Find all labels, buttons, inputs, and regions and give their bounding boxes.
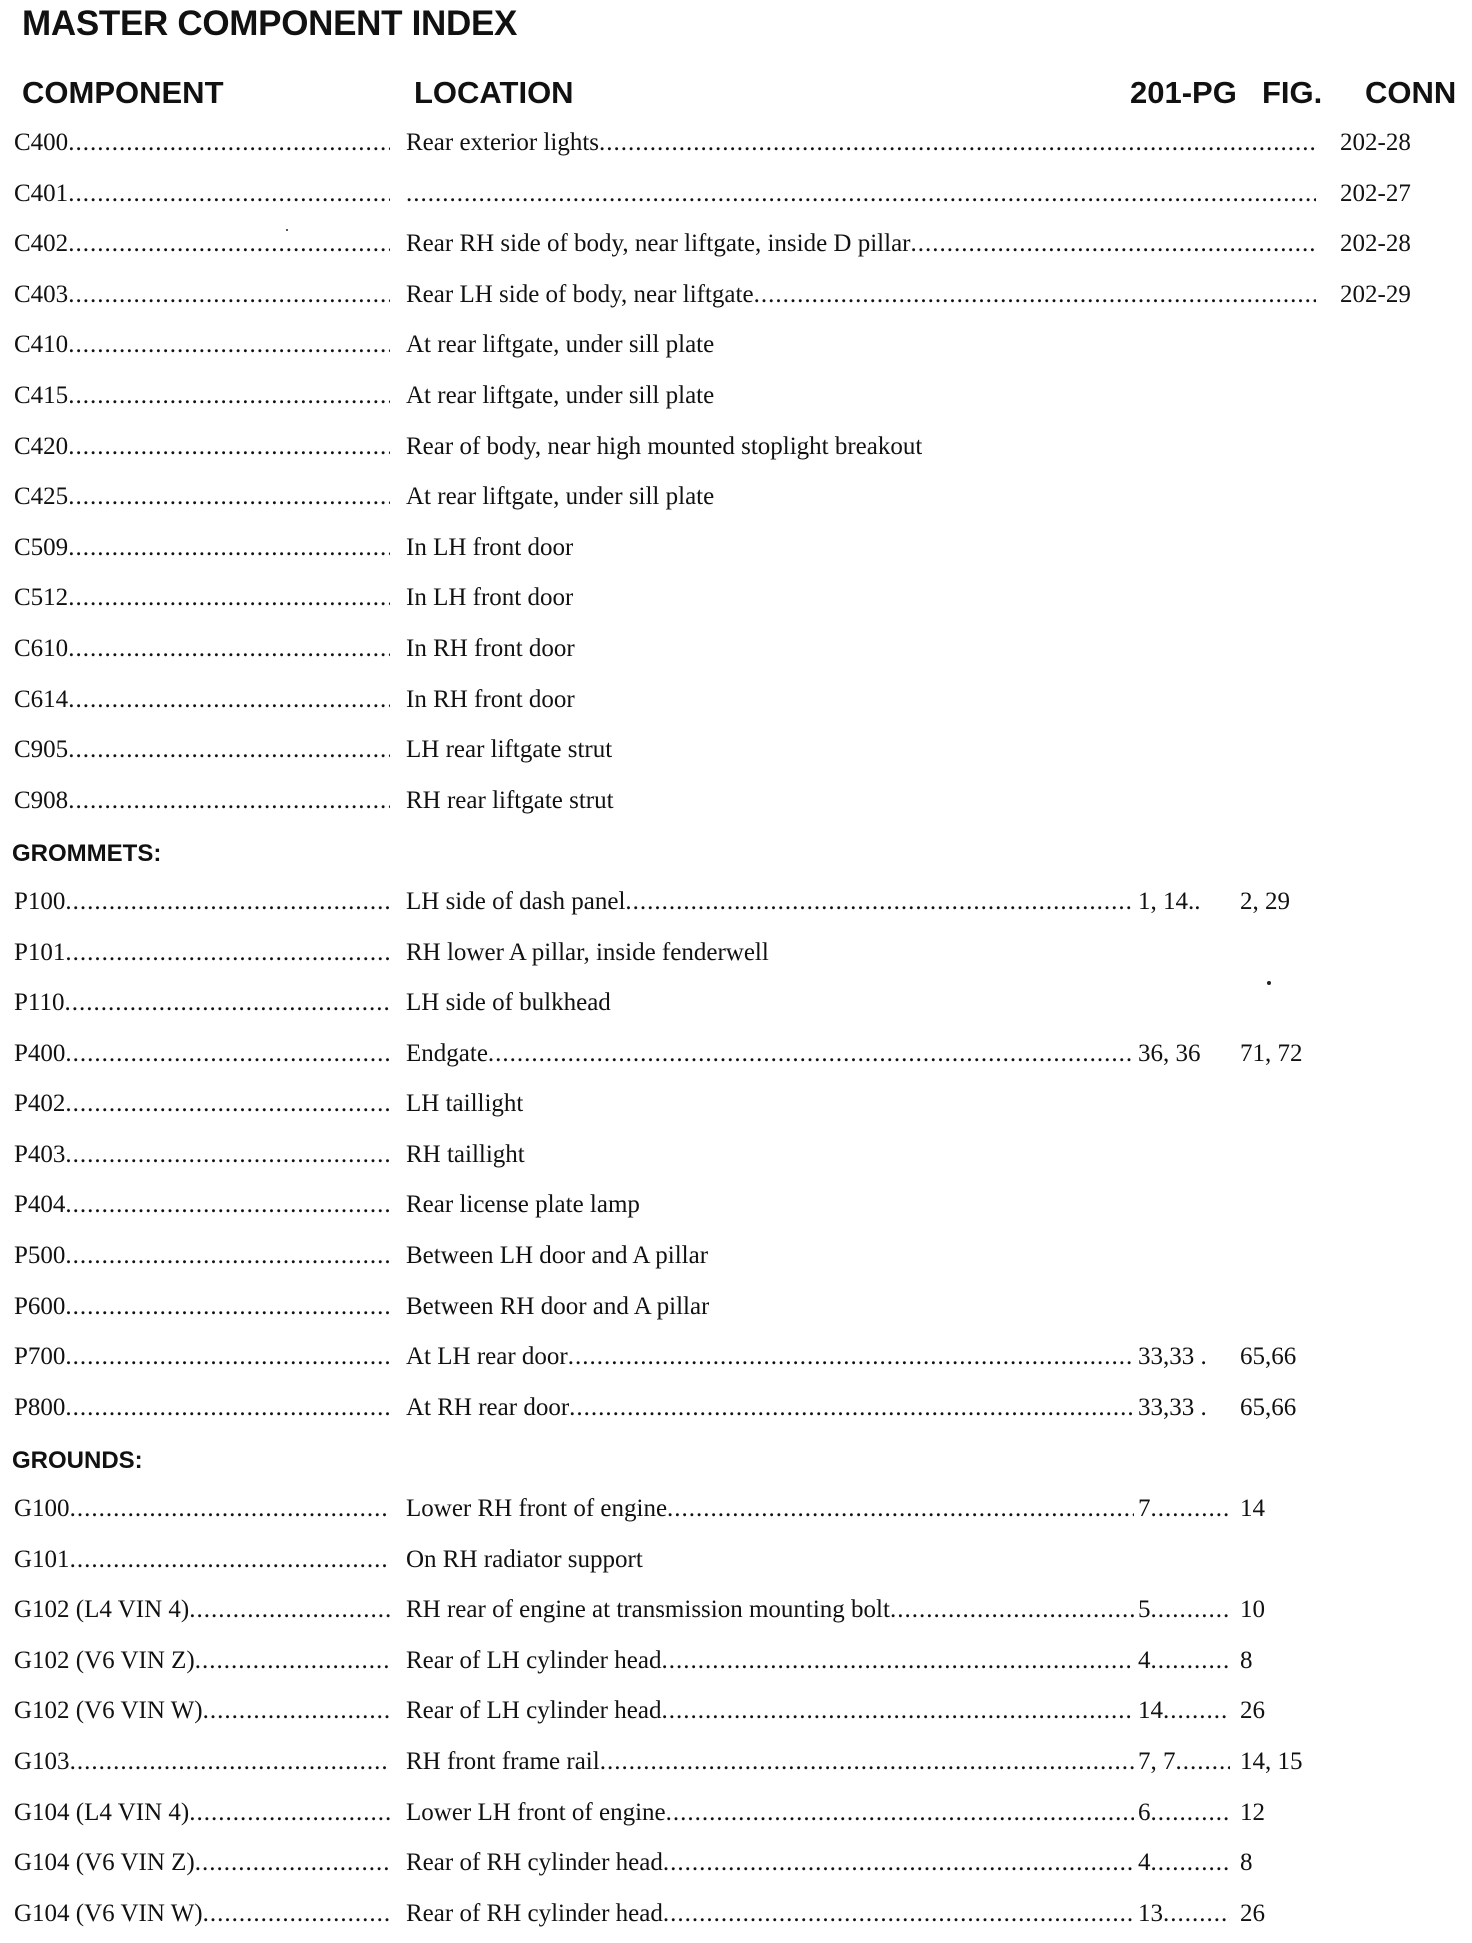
component-cell: G100 .....: [14, 1494, 390, 1524]
component-cell: C614 .....: [14, 685, 390, 715]
location-cell: LH side of dash panel .....: [406, 887, 1134, 917]
component-cell: P400 .....: [14, 1039, 390, 1069]
section-heading: GROUNDS:: [12, 1447, 143, 1475]
page-cell: 13 .....: [1138, 1899, 1230, 1929]
location-cell: At RH rear door .....: [406, 1393, 1134, 1423]
component-cell: P404 .....: [14, 1190, 390, 1220]
component-cell: G102 (V6 VIN Z) .....: [14, 1646, 390, 1676]
component-cell: G104 (L4 VIN 4) .....: [14, 1798, 390, 1828]
location-cell: [406, 179, 1316, 209]
table-row: [0, 1083, 1472, 1134]
location-cell: Rear of body, near high mounted stoplight breakout: [406, 432, 923, 460]
header-component: COMPONENT: [22, 75, 224, 110]
page-cell: 33,33 .: [1138, 1393, 1207, 1421]
location-cell: In RH front door: [406, 634, 575, 662]
figure-cell: 71, 72: [1240, 1039, 1303, 1067]
page-cell: 4 .....: [1138, 1848, 1230, 1878]
figure-cell: 8: [1240, 1849, 1253, 1877]
location-cell: Rear of LH cylinder head .....: [406, 1696, 1134, 1726]
figure-cell: 2, 29: [1240, 887, 1290, 915]
location-cell: Rear of RH cylinder head .....: [406, 1899, 1134, 1929]
table-row: [0, 1033, 1472, 1084]
header-201-pg: 201-PG: [1130, 75, 1237, 110]
page-cell: 6 .....: [1138, 1798, 1230, 1828]
component-cell: G104 (V6 VIN W) .....: [14, 1899, 390, 1929]
location-cell: RH taillight: [406, 1140, 525, 1168]
page-cell: 1, 14..: [1138, 887, 1201, 915]
print-speck: [286, 229, 288, 231]
table-row: [0, 1741, 1472, 1792]
component-cell: C402 .....: [14, 229, 390, 259]
component-cell: G102 (L4 VIN 4) .....: [14, 1595, 390, 1625]
component-cell: C410 .....: [14, 330, 390, 360]
figure-cell: 26: [1240, 1697, 1265, 1725]
table-row: [0, 1589, 1472, 1640]
connector-page-cell: 202-27: [1340, 179, 1411, 207]
page-cell: 36, 36: [1138, 1039, 1201, 1067]
section-heading: GROMMETS:: [12, 840, 162, 868]
component-cell: C509 .....: [14, 533, 390, 563]
connector-page-cell: 202-28: [1340, 230, 1411, 258]
table-row: [0, 1539, 1472, 1590]
component-cell: C905 .....: [14, 735, 390, 765]
location-cell: RH lower A pillar, inside fenderwell: [406, 938, 769, 966]
table-row: [0, 1235, 1472, 1286]
page-cell: 7 .....: [1138, 1494, 1230, 1524]
table-row: [0, 1134, 1472, 1185]
location-cell: Rear of RH cylinder head .....: [406, 1848, 1134, 1878]
component-cell: C401 .....: [14, 179, 390, 209]
table-row: [0, 881, 1472, 932]
table-row: [0, 729, 1472, 780]
component-cell: P500 .....: [14, 1241, 390, 1271]
component-cell: G103 .....: [14, 1747, 390, 1777]
table-row: [0, 1690, 1472, 1741]
table-row: [0, 426, 1472, 477]
table-row: [0, 324, 1472, 375]
component-cell: P110 .....: [14, 988, 390, 1018]
table-row: [0, 1286, 1472, 1337]
table-row: [0, 1893, 1472, 1943]
figure-cell: 65,66: [1240, 1343, 1297, 1371]
component-cell: P600 .....: [14, 1292, 390, 1322]
location-cell: At rear liftgate, under sill plate: [406, 483, 715, 511]
page-cell: 4 .....: [1138, 1646, 1230, 1676]
component-cell: G104 (V6 VIN Z) .....: [14, 1848, 390, 1878]
location-cell: RH front frame rail .....: [406, 1747, 1134, 1777]
location-cell: At rear liftgate, under sill plate: [406, 381, 715, 409]
location-cell: In LH front door: [406, 584, 574, 612]
figure-cell: 26: [1240, 1899, 1265, 1927]
component-cell: C512 .....: [14, 583, 390, 613]
location-cell: On RH radiator support: [406, 1545, 643, 1573]
location-cell: LH taillight: [406, 1090, 524, 1118]
location-cell: Lower RH front of engine .....: [406, 1494, 1134, 1524]
component-cell: G102 (V6 VIN W) .....: [14, 1696, 390, 1726]
component-cell: P100 .....: [14, 887, 390, 917]
component-cell: G101 .....: [14, 1545, 390, 1575]
component-cell: P700 .....: [14, 1342, 390, 1372]
table-row: [0, 223, 1472, 274]
table-row: [0, 476, 1472, 527]
table-row: [0, 679, 1472, 730]
component-cell: C403 .....: [14, 280, 390, 310]
location-cell: Rear license plate lamp: [406, 1191, 640, 1219]
table-row: [0, 173, 1472, 224]
table-row: [0, 1184, 1472, 1235]
connector-page-cell: 202-28: [1340, 129, 1411, 156]
figure-cell: 8: [1240, 1646, 1253, 1674]
header-fig: FIG.: [1262, 75, 1323, 110]
component-cell: P403 .....: [14, 1140, 390, 1170]
table-row: [0, 1792, 1472, 1843]
location-cell: Lower LH front of engine .....: [406, 1798, 1134, 1828]
location-cell: Rear RH side of body, near liftgate, inside D pillar .....: [406, 229, 1316, 259]
location-cell: Between RH door and A pillar: [406, 1292, 710, 1320]
figure-cell: 12: [1240, 1798, 1265, 1826]
page-cell: 7, 7 .....: [1138, 1747, 1230, 1777]
component-index-table: [0, 122, 1472, 1943]
component-cell: C425 .....: [14, 482, 390, 512]
table-row: [0, 1842, 1472, 1893]
print-speck: [1267, 981, 1271, 985]
location-cell: Between LH door and A pillar: [406, 1242, 709, 1270]
table-row: [0, 1387, 1472, 1438]
component-cell: P101 .....: [14, 938, 390, 968]
page-cell: 14 .....: [1138, 1696, 1230, 1726]
figure-cell: 14, 15: [1240, 1748, 1303, 1775]
figure-cell: 65,66: [1240, 1393, 1297, 1421]
location-cell: Rear LH side of body, near liftgate .....: [406, 280, 1316, 310]
table-row: [0, 932, 1472, 983]
location-cell: At LH rear door .....: [406, 1342, 1134, 1372]
figure-cell: 10: [1240, 1596, 1265, 1624]
table-row: [0, 274, 1472, 325]
table-row: [0, 527, 1472, 578]
component-cell: P800 .....: [14, 1393, 390, 1423]
table-row: [0, 1488, 1472, 1539]
component-cell: C415 .....: [14, 381, 390, 411]
location-cell: RH rear liftgate strut: [406, 786, 614, 814]
section-heading-row: [0, 830, 1472, 881]
component-cell: C908 .....: [14, 786, 390, 816]
page-cell: 5 .....: [1138, 1595, 1230, 1625]
header-conn: CONN: [1365, 75, 1457, 110]
location-cell: Rear exterior lights .....: [406, 128, 1316, 158]
connector-page-cell: 202-29: [1340, 280, 1411, 308]
header-location: LOCATION: [414, 75, 574, 110]
location-cell: Rear of LH cylinder head .....: [406, 1646, 1134, 1676]
component-cell: C420 .....: [14, 432, 390, 462]
location-cell: At rear liftgate, under sill plate: [406, 331, 715, 359]
component-cell: C400 .....: [14, 128, 390, 158]
component-cell: P402 .....: [14, 1089, 390, 1119]
location-cell: RH rear of engine at transmission mounting bolt .....: [406, 1595, 1134, 1625]
table-row: [0, 628, 1472, 679]
figure-cell: 14: [1240, 1495, 1265, 1523]
table-row: [0, 1336, 1472, 1387]
page-cell: 33,33 .: [1138, 1343, 1207, 1371]
table-row: [0, 375, 1472, 426]
table-row: [0, 122, 1472, 173]
section-heading-row: [0, 1437, 1472, 1488]
table-row: [0, 577, 1472, 628]
table-row: [0, 982, 1472, 1033]
component-cell: C610 .....: [14, 634, 390, 664]
location-cell: LH rear liftgate strut: [406, 736, 613, 764]
location-cell: In LH front door: [406, 533, 574, 561]
location-cell: In RH front door: [406, 685, 575, 713]
page-title: MASTER COMPONENT INDEX: [22, 4, 518, 43]
location-cell: Endgate .....: [406, 1039, 1134, 1069]
location-cell: LH side of bulkhead: [406, 989, 611, 1017]
table-row: [0, 1640, 1472, 1691]
table-row: [0, 780, 1472, 831]
